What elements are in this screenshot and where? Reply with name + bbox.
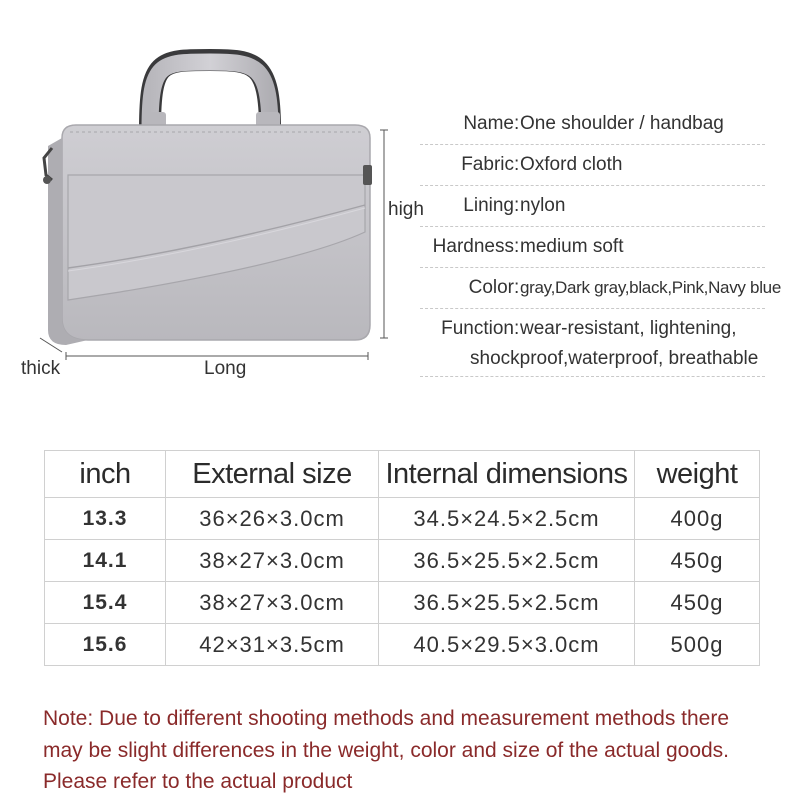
spec-colon: : <box>514 277 520 298</box>
product-specs <box>420 104 781 377</box>
disclaimer-note <box>43 703 783 798</box>
size-table <box>44 450 760 666</box>
spec-value: wear-resistant, lightening, <box>520 318 737 339</box>
dimension-label-high: high <box>388 199 424 220</box>
spec-key: Fabric <box>461 154 514 175</box>
cell-internal-dimensions: 40.5×29.5×3.0cm <box>379 624 635 666</box>
cell-weight: 450g <box>635 540 760 582</box>
table-row <box>45 624 760 666</box>
spec-value-line2: shockproof,waterproof, breathable <box>470 348 759 369</box>
spec-row-color <box>420 268 781 309</box>
spec-colon: : <box>514 318 520 339</box>
spec-value: medium soft <box>520 236 624 257</box>
spec-value: Oxford cloth <box>520 154 623 175</box>
table-header-row <box>45 451 760 498</box>
spec-row-fabric <box>420 145 765 186</box>
cell-weight: 400g <box>635 498 760 540</box>
cell-internal-dimensions: 34.5×24.5×2.5cm <box>379 498 635 540</box>
table-row <box>45 540 760 582</box>
spec-colon: : <box>514 154 520 175</box>
spec-value: nylon <box>520 195 566 216</box>
table-row <box>45 498 760 540</box>
cell-weight: 500g <box>635 624 760 666</box>
cell-inch: 15.6 <box>45 624 166 666</box>
spec-value: gray,Dark gray,black,Pink,Navy blue <box>520 278 781 297</box>
spec-key: Name <box>463 113 514 134</box>
cell-internal-dimensions: 36.5×25.5×2.5cm <box>379 582 635 624</box>
cell-external-size: 38×27×3.0cm <box>166 582 379 624</box>
spec-row-hardness <box>420 227 765 268</box>
spec-key: Hardness <box>432 236 514 257</box>
cell-internal-dimensions: 36.5×25.5×2.5cm <box>379 540 635 582</box>
cell-inch: 14.1 <box>45 540 166 582</box>
note-line: Note: Due to different shooting methods and measurement methods there <box>43 707 730 730</box>
table-row <box>45 582 760 624</box>
cell-external-size: 36×26×3.0cm <box>166 498 379 540</box>
note-line: may be slight differences in the weight, color and size of the actual goods. <box>43 738 730 762</box>
laptop-bag-illustration <box>0 0 420 400</box>
cell-external-size: 42×31×3.5cm <box>166 624 379 666</box>
spec-colon: : <box>514 236 520 257</box>
spec-row-function <box>420 309 765 377</box>
dimension-label-long: Long <box>204 358 247 379</box>
cell-inch: 13.3 <box>45 498 166 540</box>
note-line: Please refer to the actual product <box>43 770 353 793</box>
spec-key: Function <box>441 318 514 339</box>
cell-inch: 15.4 <box>45 582 166 624</box>
spec-row-name <box>420 104 765 145</box>
column-header-external-size: External size <box>166 451 379 498</box>
spec-colon: : <box>514 113 520 134</box>
spec-colon: : <box>514 195 520 216</box>
column-header-internal-dimensions: Internal dimensions <box>379 451 635 498</box>
dimension-label-thick: thick <box>21 358 61 379</box>
cell-weight: 450g <box>635 582 760 624</box>
spec-key: Lining <box>463 195 514 216</box>
column-header-inch: inch <box>45 451 166 498</box>
spec-row-lining <box>420 186 765 227</box>
cell-external-size: 38×27×3.0cm <box>166 540 379 582</box>
spec-value: One shoulder / handbag <box>520 113 724 134</box>
column-header-weight: weight <box>635 451 760 498</box>
spec-key: Color <box>468 277 514 298</box>
